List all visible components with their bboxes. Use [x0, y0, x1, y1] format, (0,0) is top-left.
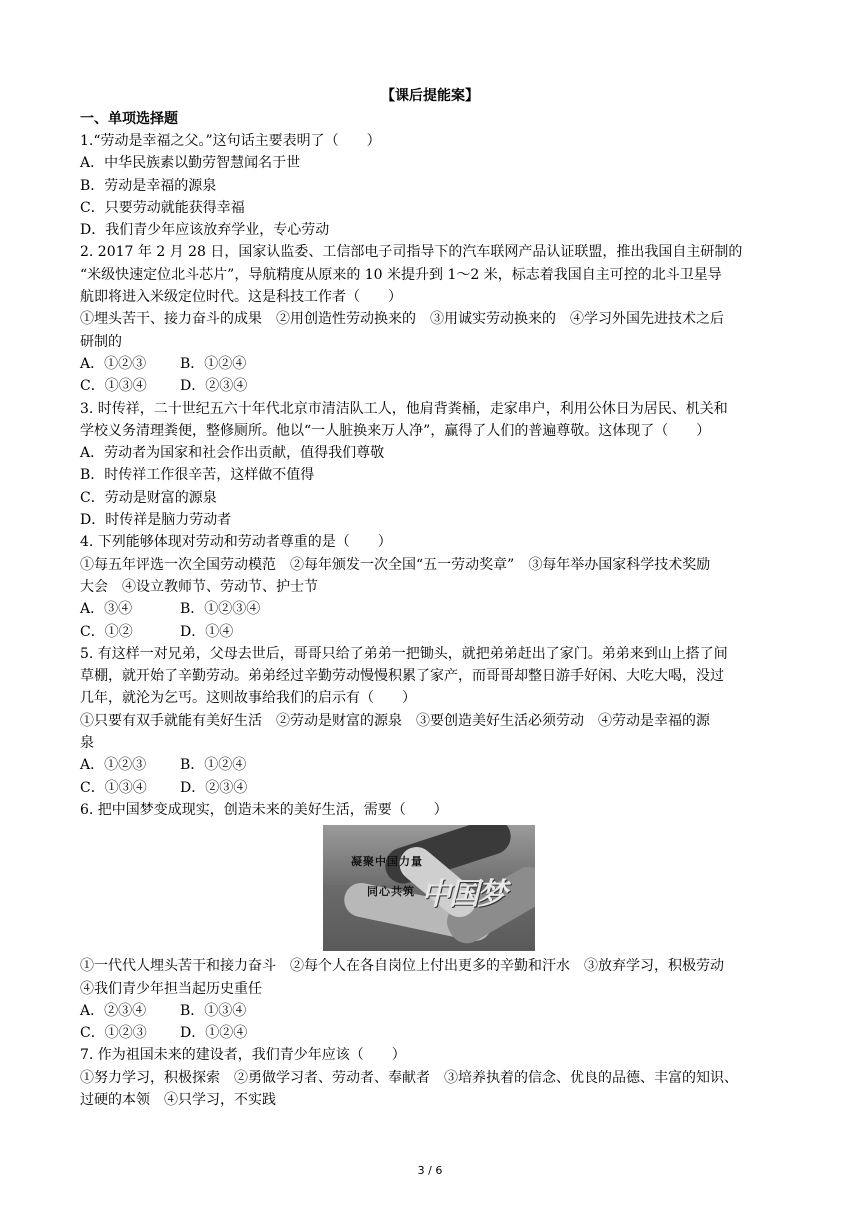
question-4-option-c: C．①②: [80, 623, 133, 640]
question-1-stem: 1.“劳动是幸福之父。”这句话主要表明了（ ）: [80, 133, 381, 149]
question-1-option-d: D．我们青少年应该放弃学业，专心劳动: [80, 222, 330, 239]
question-6-option-c: C．①②③: [80, 1025, 147, 1042]
question-2-option-b: B．①②④: [180, 355, 247, 372]
question-2-stem-line-3: 航即将进入米级定位时代。这是科技工作者（ ）: [80, 289, 402, 306]
question-2-stem-line-1: 2. 2017 年 2 月 28 日，国家认监委、工信部电子司指导下的汽车联网产品认证联盟，推出我国自主研制的: [80, 244, 743, 261]
question-4-items-line-2: 大会 ④设立教师节、劳动节、护士节: [80, 578, 318, 595]
question-1-option-a: A．中华民族素以勤劳智慧闻名于世: [80, 155, 301, 172]
question-5-option-a: A．①②③: [80, 757, 147, 774]
question-6-stem: 6. 把中国梦变成现实，创造未来的美好生活，需要（ ）: [80, 801, 448, 818]
question-2-options-row-2: [80, 375, 780, 397]
question-6-items-line-2: ④我们青少年担当起历史重任: [80, 980, 262, 997]
question-5-stem-line-1: 5. 有这样一对兄弟，父母去世后，哥哥只给了弟弟一把锄头，就把弟弟赶出了家门。弟弟来到山上搭了间: [80, 645, 728, 662]
question-5-option-c: C．①③④: [80, 779, 147, 796]
question-4-items-line-1: ①每五年评选一次全国劳动模范 ②每年颁发一次全国“五一劳动奖章” ③每年举办国家科学技术奖励: [80, 556, 711, 573]
question-7-items-line-1: ①努力学习，积极探索 ②勇做学习者、劳动者、奉献者 ③培养执着的信念、优良的品德、丰富的知识、: [80, 1069, 738, 1086]
question-5-items-line-2: 泉: [80, 735, 94, 752]
question-2-items-line-2: 研制的: [80, 333, 122, 350]
question-2-option-a: A．①②③: [80, 355, 147, 372]
question-4-options-row-1: [80, 598, 780, 620]
question-2-option-c: C．①③④: [80, 378, 147, 395]
page-number: 3 / 6: [417, 1164, 443, 1177]
question-2-option-d: D．②③④: [180, 378, 248, 395]
poster-text-line-1: 凝聚中国力量: [351, 855, 423, 869]
page-title: 【课后提能案】: [381, 88, 479, 104]
question-6-options-row-2: [80, 1022, 780, 1044]
question-4-stem: 4. 下列能够体现对劳动和劳动者尊重的是（ ）: [80, 534, 392, 551]
question-5-stem-line-3: 几年，就沦为乞丐。这则故事给我们的启示有（ ）: [80, 690, 416, 707]
question-2-options-row-1: [80, 353, 780, 375]
question-3-stem-line-1: 3. 时传祥，二十世纪五六十年代北京市清洁队工人，他肩背粪桶，走家串户，利用公休日为居民、机关和: [80, 400, 728, 417]
question-5-options-row-1: [80, 754, 780, 776]
question-7-stem: 7. 作为祖国未来的建设者，我们青少年应该（ ）: [80, 1047, 406, 1064]
question-3-option-c: C．劳动是财富的源泉: [80, 489, 217, 506]
question-6-items-line-1: ①一代代人埋头苦干和接力奋斗 ②每个人在各自岗位上付出更多的辛勤和汗水 ③放弃学习，积极劳动: [80, 958, 724, 975]
question-6-option-d: D．①②④: [180, 1025, 248, 1042]
question-5-stem-line-2: 草棚，就开始了辛勤劳动。弟弟经过辛勤劳动慢慢积累了家产，而哥哥却整日游手好闲、大吃大喝，没过: [80, 668, 724, 685]
question-5-items-line-1: ①只要有双手就能有美好生活 ②劳动是财富的源泉 ③要创造美好生活必须劳动 ④劳动是幸福的源: [80, 712, 710, 729]
question-7-items-line-2: 过硬的本领 ④只学习，不实践: [80, 1091, 276, 1108]
question-6-options-row-1: [80, 1000, 780, 1022]
question-1-option-b: B．劳动是幸福的源泉: [80, 177, 217, 194]
question-2-items-line-1: ①埋头苦干、接力奋斗的成果 ②用创造性劳动换来的 ③用诚实劳动换来的 ④学习外国先进技术之后: [80, 311, 724, 328]
question-4-options-row-2: [80, 621, 780, 643]
question-3-option-b: B．时传祥工作很辛苦，这样做不值得: [80, 467, 315, 484]
question-5-option-b: B．①②④: [180, 757, 247, 774]
question-4-option-d: D．①④: [180, 623, 234, 640]
question-4-option-b: B．①②③④: [180, 601, 261, 618]
question-6-option-a: A．②③④: [80, 1002, 147, 1019]
section-heading: 一、单项选择题: [80, 111, 178, 127]
question-6-option-b: B．①③④: [180, 1002, 247, 1019]
chinese-dream-poster-image: [323, 825, 535, 951]
document-page: [80, 86, 780, 1111]
question-5-option-d: D．②③④: [180, 779, 248, 796]
question-2-stem-line-2: “米级快速定位北斗芯片”，导航精度从原来的 10 米提升到 1～2 米，标志着我国自主可控的北斗卫星导: [80, 266, 722, 283]
question-1-option-c: C．只要劳动就能获得幸福: [80, 199, 245, 216]
question-3-stem-line-2: 学校义务清理粪便，整修厕所。他以“一人脏换来万人净”，赢得了人们的普遍尊敬。这体现了（ ）: [80, 422, 711, 439]
question-3-option-a: A．劳动者为国家和社会作出贡献，值得我们尊敬: [80, 445, 385, 462]
question-3-option-d: D．时传祥是脑力劳动者: [80, 512, 232, 529]
question-4-option-a: A．③④: [80, 601, 133, 618]
question-5-options-row-2: [80, 777, 780, 799]
poster-title-text: 中国梦: [421, 877, 505, 913]
poster-text-line-2: 同心共筑: [367, 885, 415, 899]
